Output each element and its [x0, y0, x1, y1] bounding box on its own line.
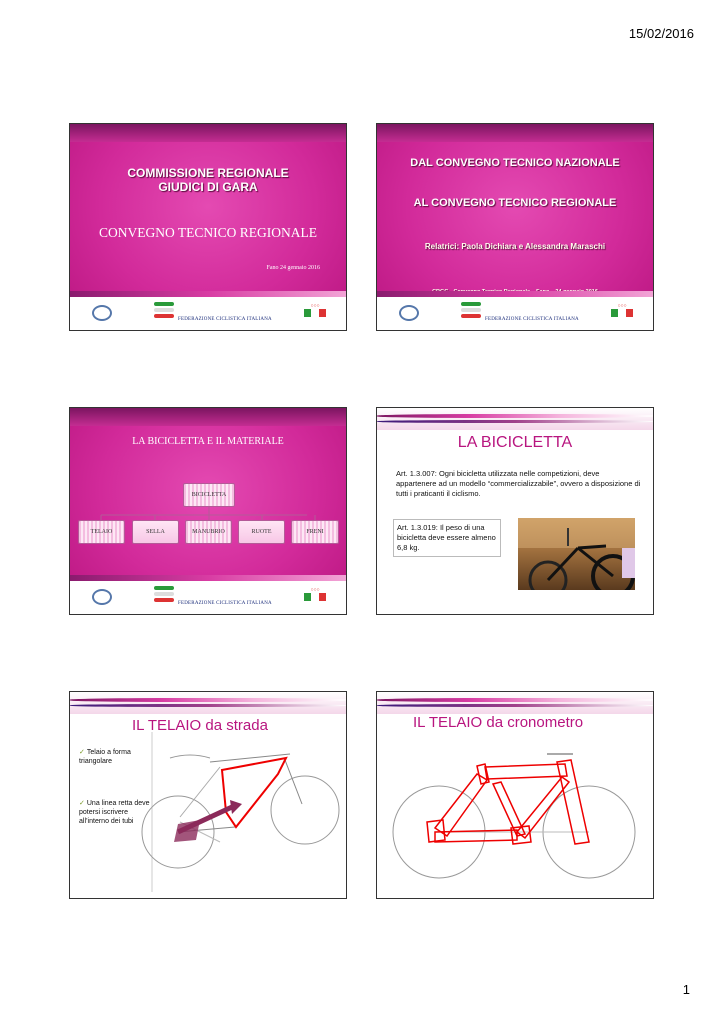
paralympic-logo-icon: [92, 589, 112, 605]
slide-footer: [70, 296, 346, 330]
coni-logo-icon: ○○○: [611, 303, 633, 323]
footer-wave: [377, 291, 653, 297]
slide-header-wave: [377, 408, 653, 430]
coni-logo-icon: ○○○: [304, 587, 326, 607]
paralympic-logo-icon: [92, 305, 112, 321]
page-number: 1: [682, 982, 690, 997]
article-1-3-019: Art. 1.3.019: Il peso di una bicicletta deve essere almeno 6,8 kg.: [393, 519, 501, 557]
footer-wave: [70, 575, 346, 581]
slide-4-title: LA BICICLETTA: [457, 434, 573, 451]
diagram-node-freni: FRENI: [291, 520, 339, 544]
slide-2: [376, 123, 654, 331]
slide-3: [69, 407, 347, 615]
bicycle-photo: [518, 518, 635, 590]
checkmark-icon: ✓: [79, 800, 85, 807]
slide-6: [376, 691, 654, 899]
diagram-node-manubrio: MANUBRIO: [185, 520, 232, 544]
footer-wave: [70, 291, 346, 297]
tt-frame-drawing: [377, 692, 654, 899]
coni-logo-icon: ○○○: [304, 303, 326, 323]
diagram-node-sella: SELLA: [132, 520, 179, 544]
fci-logo-icon: [154, 302, 174, 322]
slide-1-place-date: Fano 24 gennaio 2016: [266, 265, 320, 271]
slide-5-title: IL TELAIO da strada: [132, 717, 268, 734]
title-line-1: COMMISSIONE REGIONALE: [127, 166, 289, 180]
checkmark-icon: ✓: [79, 749, 85, 756]
slide-1-subtitle: CONVEGNO TECNICO REGIONALE: [99, 225, 317, 240]
slide-4: [376, 407, 654, 615]
title-line-2: GIUDICI DI GARA: [158, 180, 258, 194]
slide-5: [69, 691, 347, 899]
fci-label: FEDERAZIONE CICLISTICA ITALIANA: [178, 601, 272, 606]
road-frame-drawing: [70, 692, 347, 899]
slide-2-title-line-2: AL CONVEGNO TECNICO REGIONALE: [413, 197, 617, 209]
slide-top-band: [377, 124, 653, 142]
slide-2-speakers: Relatrici: Paola Dichiara e Alessandra Maraschi: [424, 242, 606, 251]
slide-1: [69, 123, 347, 331]
bicycle-photo-icon: [518, 518, 635, 590]
bullet-2-text: Una linea retta deve potersi iscrivere all’interno dei tubi: [79, 800, 150, 825]
fci-label: FEDERAZIONE CICLISTICA ITALIANA: [485, 317, 579, 322]
paralympic-logo-icon: [399, 305, 419, 321]
diagram-node-root: BICICLETTA: [183, 483, 235, 507]
slide-top-band: [70, 124, 346, 142]
slide-footer: [377, 296, 653, 330]
slide-6-title: IL TELAIO da cronometro: [413, 714, 584, 731]
slide-2-title-line-1: DAL CONVEGNO TECNICO NAZIONALE: [410, 157, 620, 169]
diagram-node-ruote: RUOTE: [238, 520, 285, 544]
fci-label: FEDERAZIONE CICLISTICA ITALIANA: [178, 317, 272, 322]
bullet-1-text: Telaio a forma triangolare: [79, 749, 131, 765]
fci-logo-icon: [154, 586, 174, 606]
slide-3-title: LA BICICLETTA E IL MATERIALE: [132, 436, 284, 447]
page-date: 15/02/2016: [628, 26, 694, 41]
article-1-3-007: Art. 1.3.007: Ogni bicicletta utilizzata nelle competizioni, deve appartenere ad un modello “commercializzabile”, ovvero a disposizione di tutti i praticanti il ciclismo.: [396, 469, 641, 498]
slide-1-title: [70, 166, 346, 194]
diagram-node-telaio: TELAIO: [78, 520, 125, 544]
slide-footer: [70, 580, 346, 614]
fci-logo-icon: [461, 302, 481, 322]
